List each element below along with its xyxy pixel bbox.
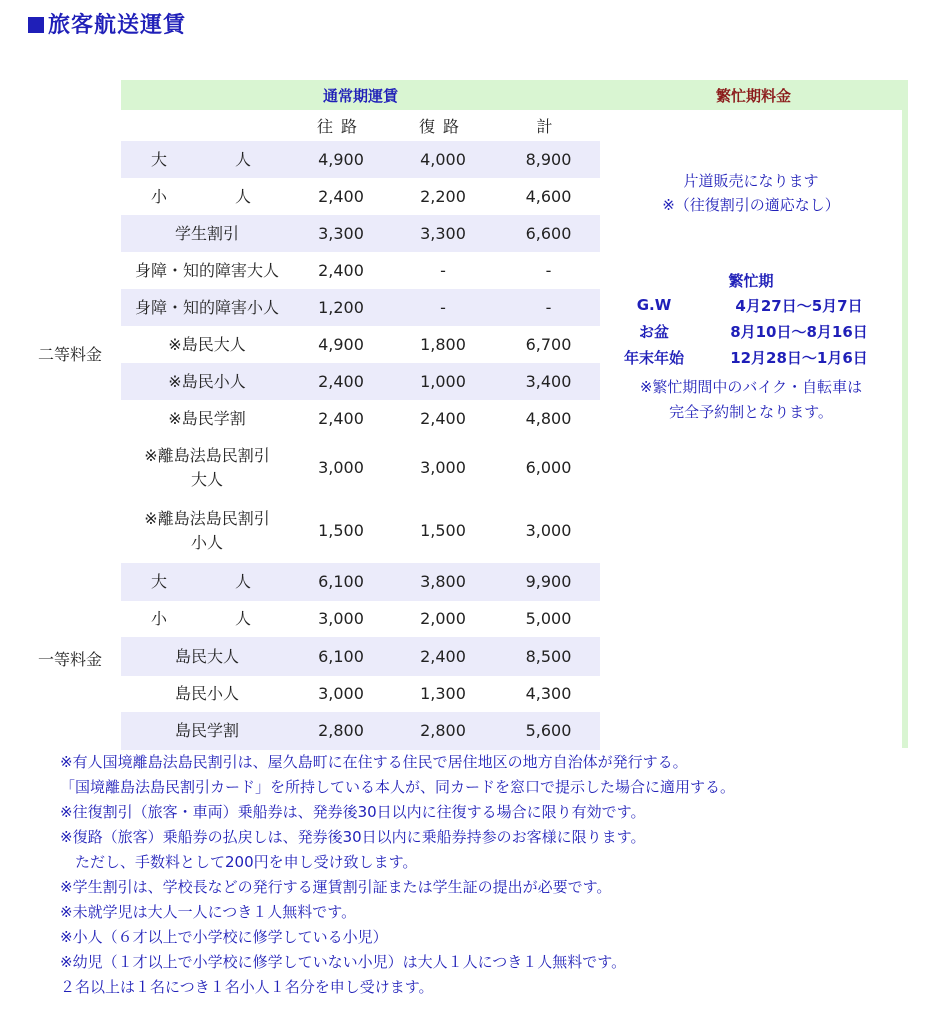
return-fare: 2,800 — [420, 721, 466, 740]
row-label: 大 人 — [150, 572, 263, 591]
total-fare: - — [545, 297, 552, 317]
return-fare: 1,300 — [420, 684, 466, 703]
oneway-note-2: ※（往復割引の適応なし） — [662, 196, 840, 214]
page-title — [28, 8, 186, 39]
row-label: ※島民小人 — [168, 371, 246, 391]
note-line: ※復路（旅客）乗船券の払戻しは、発券後30日以内に乗船券持参のお客様に限ります。 — [60, 828, 646, 846]
table-row — [121, 363, 600, 400]
row-label: 身障・知的障害大人 — [134, 260, 279, 280]
total-fare: 6,700 — [525, 334, 572, 354]
row-label: 島民大人 — [174, 646, 239, 666]
outbound-fare: 2,400 — [318, 260, 364, 280]
right-border — [902, 80, 908, 748]
total-fare: 4,800 — [525, 408, 572, 428]
busy-period-gw — [606, 292, 896, 318]
row-label: ※島民学割 — [168, 408, 246, 428]
total-fare: 6,600 — [525, 223, 572, 243]
table-row — [121, 252, 600, 289]
total-fare: 5,600 — [525, 721, 572, 740]
return-fare: 4,000 — [420, 149, 466, 169]
total-fare: 9,900 — [525, 572, 572, 591]
note-line: ※有人国境離島法島民割引は、屋久島町に在住する住民で居住地区の地方自治体が発行する。 — [60, 753, 688, 771]
return-fare: 2,000 — [420, 609, 466, 628]
return-fare: 3,800 — [420, 572, 466, 591]
outbound-fare: 3,300 — [318, 223, 364, 243]
outbound-fare: 4,900 — [318, 149, 364, 169]
outbound-fare: 1,500 — [318, 521, 364, 540]
notes — [60, 750, 910, 1000]
table-row — [121, 326, 600, 363]
table-row — [121, 601, 600, 637]
outbound-fare: 4,900 — [318, 334, 364, 354]
return-fare: 2,400 — [420, 646, 466, 666]
table-row — [121, 178, 600, 215]
column-header-total: 計 — [536, 116, 561, 136]
first-class-label: 一等料金 — [38, 650, 103, 669]
note-line: ※幼児（１才以上で小学校に修学していない小児）は大人１人につき１人無料です。 — [60, 953, 627, 971]
outbound-fare: 1,200 — [318, 297, 364, 317]
return-fare: 3,300 — [420, 223, 466, 243]
normal-fare-header: 通常期運賃 — [322, 86, 398, 105]
period-dates: 4月27日〜5月7日 — [735, 296, 863, 315]
column-header-return: 復路 — [418, 116, 467, 136]
outbound-fare: 3,000 — [318, 458, 364, 477]
outbound-fare: 3,000 — [318, 684, 364, 703]
total-fare: - — [545, 260, 552, 280]
table-row — [121, 437, 600, 499]
outbound-fare: 6,100 — [318, 572, 364, 591]
outbound-fare: 3,000 — [318, 609, 364, 628]
row-label: ※島民大人 — [168, 334, 246, 354]
table-row — [121, 400, 600, 437]
second-class-label: 二等料金 — [38, 345, 103, 364]
return-fare: - — [440, 297, 446, 317]
row-label: 大 人 — [150, 149, 263, 169]
return-fare: 3,000 — [420, 458, 466, 477]
period-dates: 12月28日〜1月6日 — [730, 348, 868, 367]
outbound-fare: 2,400 — [318, 371, 364, 391]
return-fare: 1,800 — [420, 334, 466, 354]
table-row — [121, 215, 600, 252]
period-name: 年末年始 — [623, 348, 684, 367]
note-line: ２名以上は１名につき１名小人１名分を申し受けます。 — [60, 978, 434, 996]
return-fare: - — [440, 260, 446, 280]
total-fare: 8,500 — [525, 646, 572, 666]
row-label: 小 人 — [150, 609, 263, 628]
total-fare: 8,900 — [525, 149, 572, 169]
period-name: お盆 — [638, 322, 669, 341]
busy-fare-header: 繁忙期料金 — [715, 86, 791, 105]
note-line: ただし、手数料として200円を申し受け致します。 — [60, 853, 418, 871]
table-row — [121, 499, 600, 563]
row-label: ※離島法島民割引 大人 — [144, 446, 270, 489]
total-fare: 4,300 — [525, 684, 572, 703]
table-row — [121, 289, 600, 326]
row-label: ※離島法島民割引 小人 — [144, 509, 270, 552]
table-row — [121, 563, 600, 601]
bike-note-2: 完全予約制となります。 — [669, 403, 833, 421]
column-header-outbound: 往路 — [316, 116, 365, 136]
total-fare: 4,600 — [525, 186, 572, 206]
total-fare: 3,400 — [525, 371, 572, 391]
return-fare: 1,000 — [420, 371, 466, 391]
outbound-fare: 2,400 — [318, 408, 364, 428]
table-row — [121, 141, 600, 178]
note-line: 「国境離島法島民割引カード」を所持している本人が、同カードを窓口で提示した場合に適用する。 — [60, 778, 736, 796]
row-label: 小 人 — [150, 186, 263, 206]
row-label: 身障・知的障害小人 — [134, 297, 279, 317]
busy-period-list — [606, 292, 896, 370]
total-fare: 6,000 — [525, 458, 572, 477]
row-label: 島民学割 — [174, 721, 239, 740]
outbound-fare: 2,400 — [318, 186, 364, 206]
busy-period-obon — [606, 318, 896, 344]
row-label: 学生割引 — [174, 223, 239, 243]
return-fare: 2,200 — [420, 186, 466, 206]
page-title-text: 旅客航送運賃 — [48, 13, 187, 38]
busy-period-newyear — [606, 344, 896, 370]
row-label: 島民小人 — [174, 684, 239, 703]
note-line: ※学生割引は、学校長などの発行する運賃割引証または学生証の提出が必要です。 — [60, 878, 612, 896]
table-row — [121, 712, 600, 750]
table-row — [121, 637, 600, 676]
busy-period-heading: 繁忙期 — [728, 272, 774, 290]
period-dates: 8月10日〜8月16日 — [730, 322, 868, 341]
note-line: ※小人（６才以上で小学校に修学している小児） — [60, 928, 388, 946]
table-row — [121, 676, 600, 712]
oneway-note-1: 片道販売になります — [683, 172, 819, 190]
return-fare: 2,400 — [420, 408, 466, 428]
total-fare: 3,000 — [525, 521, 572, 540]
square-bullet-icon — [28, 17, 44, 33]
outbound-fare: 6,100 — [318, 646, 364, 666]
note-line: ※未就学児は大人一人につき１人無料です。 — [60, 903, 357, 921]
period-name: G.W — [636, 296, 672, 314]
bike-note-1: ※繁忙期間中のバイク・自転車は — [639, 378, 863, 396]
return-fare: 1,500 — [420, 521, 466, 540]
note-line: ※往復割引（旅客・車両）乗船券は、発券後30日以内に往復する場合に限り有効です。 — [60, 803, 646, 821]
total-fare: 5,000 — [525, 609, 572, 628]
outbound-fare: 2,800 — [318, 721, 364, 740]
